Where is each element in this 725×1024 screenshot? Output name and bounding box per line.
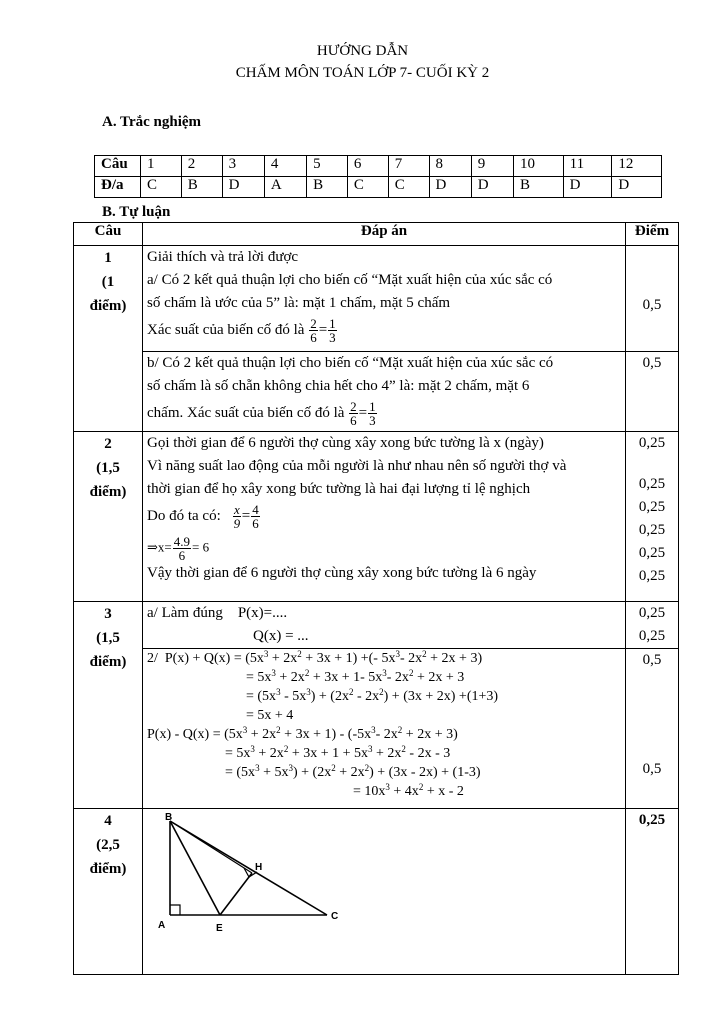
q4-row bbox=[74, 809, 679, 975]
q4-label: 4 (2,5 điểm) bbox=[74, 809, 143, 975]
mc-a: B bbox=[181, 177, 222, 198]
vertex-label-e: E bbox=[216, 923, 223, 934]
triangle-diagram bbox=[155, 813, 355, 953]
mc-q: 5 bbox=[307, 156, 348, 177]
mc-q: 10 bbox=[514, 156, 564, 177]
q1-label: 1 (1 điểm) bbox=[74, 246, 143, 432]
mc-a: D bbox=[563, 177, 612, 198]
q3-label: 3 (1,5 điểm) bbox=[74, 602, 143, 809]
q2-label: 2 (1,5 điểm) bbox=[74, 432, 143, 602]
q1-answer-b: b/ Có 2 kết quả thuận lợi cho biến cố “Mặt xuất hiện của xúc sắc có số chấm là số chẵn không chia hết cho 4” là: mặt 2 chấm, mặt 6 chấm. Xác suất của biến cố đó là $\frac{2}{6}$ = $\frac{1}{3}$ bbox=[143, 352, 626, 432]
mc-answer-row bbox=[95, 177, 662, 198]
multiple-choice-table bbox=[94, 155, 662, 198]
table-header-row bbox=[74, 223, 679, 246]
q1-score-b: 0,5 bbox=[626, 352, 679, 432]
mc-a: A bbox=[264, 177, 306, 198]
q1-answer-a: Giải thích và trả lời được a/ Có 2 kết quả thuận lợi cho biến cố “Mặt xuất hiện của xúc sắc có số chấm là ước của 5” là: mặt 1 chấm, mặt 5 chấm Xác suất của biến cố đó là $\frac{2}{6}$ = $\frac{1}{3}$ bbox=[143, 246, 626, 352]
mc-q: 1 bbox=[141, 156, 182, 177]
q4-answer bbox=[143, 809, 626, 975]
mc-q: 8 bbox=[429, 156, 471, 177]
q2-answer: Gọi thời gian để 6 người thợ cùng xây xong bức tường là x (ngày) Vì năng suất lao động của mỗi người là như nhau nên số người thợ và thời gian để họ xây xong bức tường là hai đại lượng tỉ lệ nghịch Do đó ta có: $\frac{x}{9}$ = $\frac{4}{6}$ ⇒x= $\frac{4.9}{6}$ = 6 Vậy thời gian để 6 người thợ cùng xây xong bức tường là 6 ngày bbox=[143, 432, 626, 602]
header-answer: Đáp án bbox=[143, 223, 626, 246]
mc-question-row bbox=[95, 156, 662, 177]
doc-title-line2: CHẤM MÔN TOÁN LỚP 7- CUỐI KỲ 2 bbox=[235, 65, 490, 81]
mc-a: D bbox=[222, 177, 264, 198]
doc-title-line1: HƯỚNG DẪN bbox=[316, 43, 409, 59]
mc-row-label: Câu bbox=[95, 156, 141, 177]
q2-row bbox=[74, 432, 679, 602]
header-question: Câu bbox=[74, 223, 143, 246]
q1-score-a: 0,5 bbox=[626, 246, 679, 352]
mc-q: 4 bbox=[264, 156, 306, 177]
q3-scores-b: 0,5 0,5 bbox=[626, 649, 679, 809]
mc-a: C bbox=[388, 177, 429, 198]
q1-row-a bbox=[74, 246, 679, 352]
vertex-label-c: C bbox=[331, 911, 339, 922]
mc-q: 2 bbox=[181, 156, 222, 177]
q3-scores-a: 0,25 0,25 bbox=[626, 602, 679, 649]
mc-q: 7 bbox=[388, 156, 429, 177]
q2-scores: 0,25 0,25 0,25 0,25 0,25 0,25 bbox=[626, 432, 679, 602]
mc-a: D bbox=[612, 177, 662, 198]
mc-q: 9 bbox=[471, 156, 513, 177]
mc-a: D bbox=[471, 177, 513, 198]
mc-q: 11 bbox=[563, 156, 612, 177]
essay-answer-table bbox=[73, 222, 679, 975]
header-score: Điểm bbox=[626, 223, 679, 246]
mc-a: C bbox=[347, 177, 388, 198]
mc-q: 3 bbox=[222, 156, 264, 177]
mc-a: B bbox=[514, 177, 564, 198]
q4-score: 0,25 bbox=[626, 809, 679, 975]
mc-a: C bbox=[141, 177, 182, 198]
mc-row-label: Đ/a bbox=[95, 177, 141, 198]
section-a-heading: A. Trắc nghiệm bbox=[102, 114, 202, 130]
q3-row-a bbox=[74, 602, 679, 649]
vertex-label-a: A bbox=[158, 920, 166, 931]
q1-row-b bbox=[74, 352, 679, 432]
vertex-label-h: H bbox=[255, 862, 263, 873]
q3-row-b bbox=[74, 649, 679, 809]
mc-q: 12 bbox=[612, 156, 662, 177]
mc-a: D bbox=[429, 177, 471, 198]
q3-answer-a: a/ Làm đúng P(x)=.... Q(x) = ... bbox=[143, 602, 626, 649]
mc-q: 6 bbox=[347, 156, 388, 177]
section-b-heading: B. Tự luận bbox=[102, 204, 171, 220]
mc-a: B bbox=[307, 177, 348, 198]
vertex-label-b: B bbox=[165, 813, 173, 823]
q3-answer-b: 2/ $P(x) + Q(x) = (5x^3 + 2x^2 + 3x + 1)$ +(- $5x^3-$ $2x^2 + 2x + 3$) = $5x^3 + 2x^2 + 3x + 1-$ $5x^3-$ $2x^2 + 2x + 3$ = $(5x^3 - 5x^3) + (2x^2 - 2x^2) + (3x + 2x) +(1+3)$ = 5x + 4 $P(x) - Q(x) = (5x^3 + 2x^2 + 3x + 1) - (-5x^3-$ $2x^2 + 2x + 3$) = $5x^3 + 2x^2 + 3x + 1 + 5x^3 + 2x^2 - 2x - 3$ = $(5x^3 + 5x^3) + (2x^2 + 2x^2) + (3x - 2x) + (1-3)$ = $10x^3 + 4x^2 + x - 2$ bbox=[143, 649, 626, 809]
